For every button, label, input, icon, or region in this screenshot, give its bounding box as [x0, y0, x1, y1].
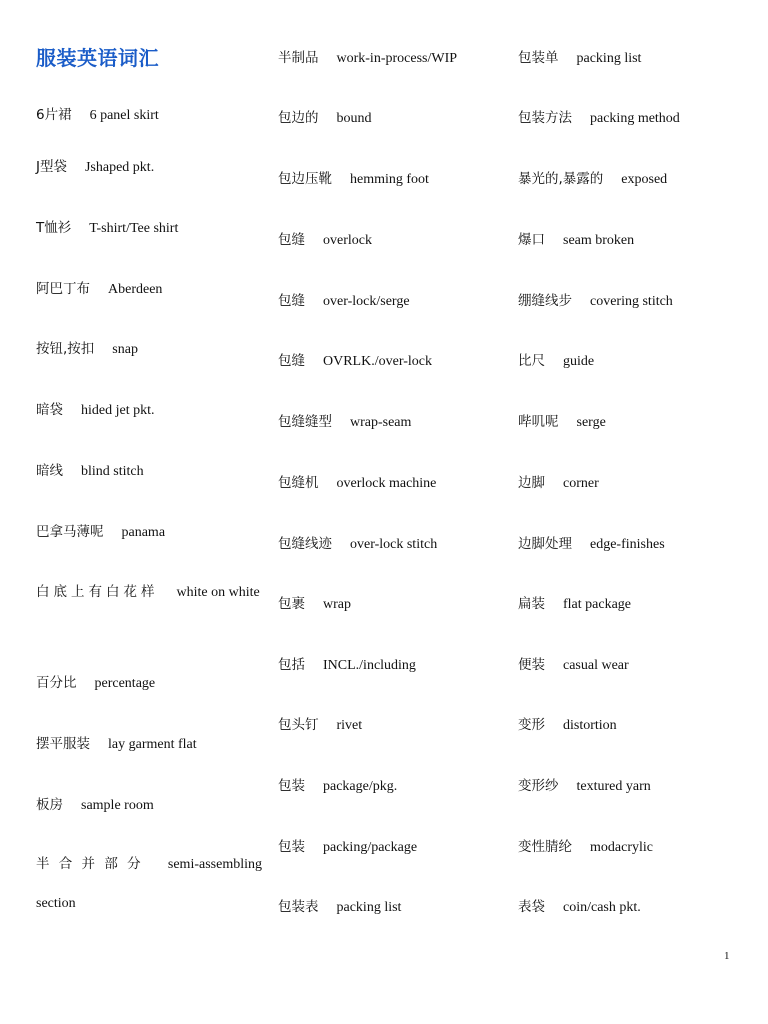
glossary-entry [278, 767, 504, 806]
glossary-entry [36, 452, 262, 491]
term-english: package/pkg. [323, 779, 398, 794]
glossary-entry [36, 513, 262, 552]
glossary-entry [518, 221, 744, 260]
term-chinese: 变形纱 [518, 778, 559, 794]
term-chinese: 暴光的,暴露的 [518, 171, 604, 187]
glossary-entry [278, 585, 504, 624]
term-english: over-lock/serge [323, 294, 410, 309]
term-chinese: 包缝 [278, 293, 305, 309]
term-chinese: 扁装 [518, 596, 545, 612]
term-chinese: 白底上有白花样 [36, 584, 159, 600]
term-english: edge-finishes [590, 537, 665, 552]
term-english: semi-assembling section [36, 857, 262, 911]
glossary-entry [518, 282, 744, 321]
term-chinese: 包缝 [278, 353, 305, 369]
glossary-entry [278, 221, 504, 260]
glossary-entry [36, 148, 262, 187]
term-chinese: 变形 [518, 717, 545, 733]
term-english: coin/cash pkt. [563, 900, 641, 915]
page-title: 服装英语词汇 [36, 46, 159, 70]
page-number: 1 [724, 950, 730, 962]
term-english: packing list [576, 51, 642, 66]
term-english: Aberdeen [108, 282, 163, 297]
glossary-entry [36, 391, 262, 430]
term-english: serge [576, 415, 606, 430]
term-english: white on white [176, 585, 260, 600]
term-chinese: 板房 [36, 797, 63, 813]
term-english: seam broken [563, 233, 635, 248]
term-english: wrap-seam [350, 415, 412, 430]
glossary-entry [518, 706, 744, 745]
term-english: corner [563, 476, 599, 491]
glossary-entry [518, 160, 744, 199]
term-chinese: 哔叽呢 [518, 414, 559, 430]
term-chinese: 阿巴丁布 [36, 281, 90, 297]
term-english: guide [563, 354, 595, 369]
glossary-entry [278, 342, 504, 381]
term-chinese: 6片裙 [36, 107, 72, 123]
glossary-entry [518, 585, 744, 624]
glossary-entry [36, 786, 262, 825]
term-english: hided jet pkt. [81, 403, 155, 418]
glossary-entry [518, 525, 744, 564]
term-english: exposed [621, 172, 668, 187]
term-chinese: 包头钉 [278, 717, 319, 733]
glossary-entry [518, 39, 744, 78]
glossary-entry [278, 282, 504, 321]
glossary-entry [518, 403, 744, 442]
term-chinese: 包缝线迹 [278, 536, 332, 552]
term-chinese: 包缝 [278, 232, 305, 248]
term-chinese: 按钮,按扣 [36, 341, 95, 357]
term-chinese: 包缝机 [278, 475, 319, 491]
term-english: packing method [590, 111, 680, 126]
term-chinese: 包裹 [278, 596, 305, 612]
term-english: hemming foot [350, 172, 429, 187]
term-english: over-lock stitch [350, 537, 438, 552]
term-english: textured yarn [576, 779, 651, 794]
term-english: work-in-process/WIP [336, 51, 458, 66]
term-english: distortion [563, 718, 617, 733]
term-chinese: 包装表 [278, 899, 319, 915]
term-english: Jshaped pkt. [84, 160, 155, 175]
glossary-entry [518, 828, 744, 867]
term-english: modacrylic [590, 840, 653, 855]
glossary-entry [36, 573, 262, 612]
term-chinese: 表袋 [518, 899, 545, 915]
term-english: 6 panel skirt [89, 108, 159, 123]
glossary-entry [36, 330, 262, 369]
term-english: overlock machine [336, 476, 437, 491]
term-english: panama [121, 525, 166, 540]
glossary-entry [518, 646, 744, 685]
term-english: wrap [323, 597, 351, 612]
term-english: packing list [336, 900, 402, 915]
term-english: snap [112, 342, 138, 357]
term-chinese: 绷缝线步 [518, 293, 572, 309]
term-english: sample room [81, 798, 154, 813]
term-english: overlock [323, 233, 372, 248]
glossary-entry [36, 725, 262, 764]
term-chinese: 巴拿马薄呢 [36, 524, 104, 540]
term-english: T-shirt/Tee shirt [89, 221, 179, 236]
glossary-entry [278, 160, 504, 199]
term-english: blind stitch [81, 464, 144, 479]
glossary-entry [36, 664, 262, 703]
term-chinese: 包边的 [278, 110, 319, 126]
glossary-entry [518, 342, 744, 381]
term-chinese: 变性腈纶 [518, 839, 572, 855]
term-chinese: J型袋 [36, 159, 67, 175]
term-chinese: 便装 [518, 657, 545, 673]
term-chinese: 包括 [278, 657, 305, 673]
glossary-entry [278, 464, 504, 503]
glossary-entry [36, 845, 262, 923]
term-english: INCL./including [323, 658, 416, 673]
glossary-entry [518, 464, 744, 503]
glossary-entry [518, 99, 744, 138]
glossary-entry [36, 270, 262, 309]
term-chinese: 爆口 [518, 232, 545, 248]
term-english: rivet [336, 718, 363, 733]
term-chinese: 包装 [278, 839, 305, 855]
glossary-entry [278, 646, 504, 685]
glossary-entry [278, 706, 504, 745]
term-english: bound [336, 111, 372, 126]
term-chinese: 包装 [278, 778, 305, 794]
term-english: percentage [94, 676, 156, 691]
term-chinese: 暗袋 [36, 402, 63, 418]
glossary-entry [36, 96, 262, 135]
term-english: lay garment flat [108, 737, 197, 752]
term-english: covering stitch [590, 294, 673, 309]
term-chinese: 边脚处理 [518, 536, 572, 552]
glossary-entry [278, 525, 504, 564]
term-english: casual wear [563, 658, 629, 673]
glossary-entry [278, 403, 504, 442]
glossary-entry [278, 99, 504, 138]
term-chinese: 暗线 [36, 463, 63, 479]
term-chinese: 包装方法 [518, 110, 572, 126]
term-chinese: 摆平服装 [36, 736, 90, 752]
term-chinese: 百分比 [36, 675, 77, 691]
term-chinese: 半合并部分 [36, 856, 150, 872]
term-english: flat package [563, 597, 632, 612]
term-chinese: 包缝缝型 [278, 414, 332, 430]
term-chinese: 包装单 [518, 50, 559, 66]
term-chinese: T恤衫 [36, 220, 72, 236]
term-english: packing/package [323, 840, 418, 855]
glossary-entry [36, 209, 262, 248]
glossary-entry [278, 888, 504, 927]
term-chinese: 半制品 [278, 50, 319, 66]
term-chinese: 包边压靴 [278, 171, 332, 187]
term-english: OVRLK./over-lock [323, 354, 432, 369]
term-chinese: 比尺 [518, 353, 545, 369]
glossary-entry [278, 39, 504, 78]
term-chinese: 边脚 [518, 475, 545, 491]
glossary-entry [518, 767, 744, 806]
glossary-entry [518, 888, 744, 927]
glossary-entry [278, 828, 504, 867]
